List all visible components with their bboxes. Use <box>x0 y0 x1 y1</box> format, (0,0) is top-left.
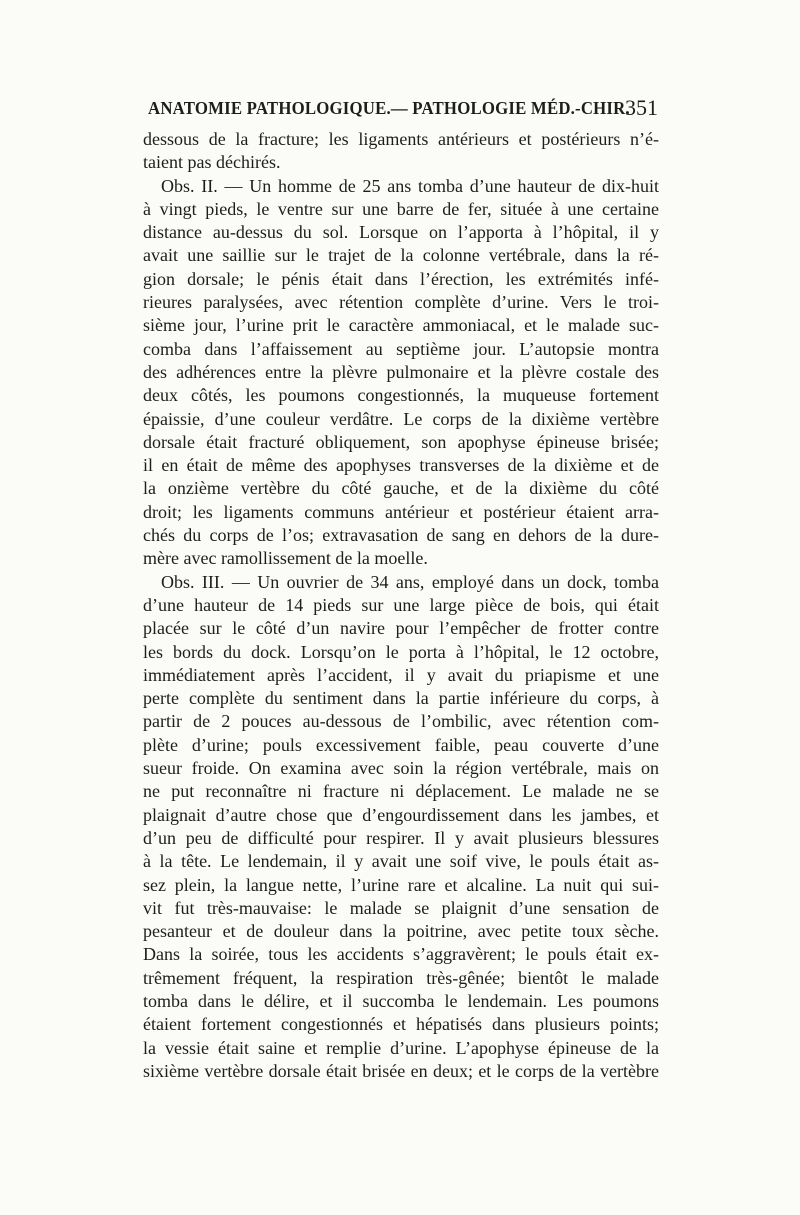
text-line: chés du corps de l’os; extravasation de sang en dehors de la dure- <box>143 525 659 546</box>
observation-2-start: Obs. II. — Un homme de 25 ans tomba d’une hauteur de dix-huit <box>161 175 659 196</box>
text-line: placée sur le côté d’un navire pour l’empêcher de frotter contre <box>143 618 659 639</box>
text-line: la vessie était saine et remplie d’urine. L’apophyse épineuse de la <box>143 1037 659 1058</box>
text-line: à la tête. Le lendemain, il y avait une soif vive, le pouls était as- <box>143 851 659 872</box>
text-line: Dans la soirée, tous les accidents s’aggravèrent; le pouls était ex- <box>143 944 659 965</box>
text-line: d’un peu de difficulté pour respirer. Il y avait plusieurs blessures <box>143 827 659 848</box>
text-line: trêmement fréquent, la respiration très-gênée; bientôt le malade <box>143 967 659 988</box>
text-line: la onzième vertèbre du côté gauche, et de la dixième du côté <box>143 478 659 499</box>
text-line: plète d’urine; pouls excessivement faible, peau couverte d’une <box>143 734 659 755</box>
text-line: des adhérences entre la plèvre pulmonaire et la plèvre costale des <box>143 361 659 382</box>
body-text <box>143 128 659 1083</box>
text-line: gion dorsale; le pénis était dans l’érection, les extrémités infé- <box>143 268 659 289</box>
text-line: droit; les ligaments communs antérieur et postérieur étaient arra- <box>143 501 659 522</box>
text-line: partir de 2 pouces au-dessous de l’ombilic, avec rétention com- <box>143 711 659 732</box>
text-line: sueur froide. On examina avec soin la région vertébrale, mais on <box>143 758 659 779</box>
text-line: distance au-dessus du sol. Lorsque on l’apporta à l’hôpital, il y <box>143 222 659 243</box>
text-line: immédiatement après l’accident, il y avait du priapisme et une <box>143 664 659 685</box>
text-line: rieures paralysées, avec rétention complète d’urine. Vers le troi- <box>143 292 659 313</box>
text-line: les bords du dock. Lorsqu’on le porta à l’hôpital, le 12 octobre, <box>143 641 659 662</box>
text-line: étaient fortement congestionnés et hépatisés dans plusieurs points; <box>143 1014 659 1035</box>
text-line: taient pas déchirés. <box>143 152 281 173</box>
text-line: comba dans l’affaissement au septième jour. L’autopsie montra <box>143 338 659 359</box>
text-line: d’une hauteur de 14 pieds sur une large pièce de bois, qui était <box>143 594 659 615</box>
page-number: 351 <box>625 95 658 120</box>
text-line: sième jour, l’urine prit le caractère ammoniacal, et le malade suc- <box>143 315 659 336</box>
text-line: plaignait d’autre chose que d’engourdissement dans les jambes, et <box>143 804 659 825</box>
text-line: ne put reconnaître ni fracture ni déplacement. Le malade ne se <box>143 781 659 802</box>
text-line: tomba dans le délire, et il succomba le lendemain. Les poumons <box>143 990 659 1011</box>
text-line: dorsale était fracturé obliquement, son apophyse épineuse brisée; <box>143 431 659 452</box>
running-head: ANATOMIE PATHOLOGIQUE.— PATHOLOGIE MÉD.-CHIR. <box>148 98 630 118</box>
text-line: sixième vertèbre dorsale était brisée en deux; et le corps de la vertèbre <box>143 1060 659 1081</box>
text-line: vit fut très-mauvaise: le malade se plaignit d’une sensation de <box>143 897 659 918</box>
text-line: pesanteur et de douleur dans la poitrine, avec petite toux sèche. <box>143 921 659 942</box>
text-line: épaissie, d’une couleur verdâtre. Le corps de la dixième vertèbre <box>143 408 659 429</box>
text-line: deux côtés, les poumons congestionnés, la muqueuse fortement <box>143 385 659 406</box>
text-line: dessous de la fracture; les ligaments antérieurs et postérieurs n’é- <box>143 129 659 149</box>
text-line: à vingt pieds, le ventre sur une barre de fer, située à une certaine <box>143 198 659 219</box>
text-line: mère avec ramollissement de la moelle. <box>143 548 428 569</box>
page-header <box>145 95 658 122</box>
text-line: sez plein, la langue nette, l’urine rare et alcaline. La nuit qui sui- <box>143 874 659 895</box>
text-line: avait une saillie sur le trajet de la colonne vertébrale, dans la ré- <box>143 245 659 266</box>
text-line: il en était de même des apophyses transverses de la dixième et de <box>143 455 659 476</box>
text-line: perte complète du sentiment dans la partie inférieure du corps, à <box>143 688 659 709</box>
observation-3-start: Obs. III. — Un ouvrier de 34 ans, employé dans un dock, tomba <box>161 571 659 592</box>
